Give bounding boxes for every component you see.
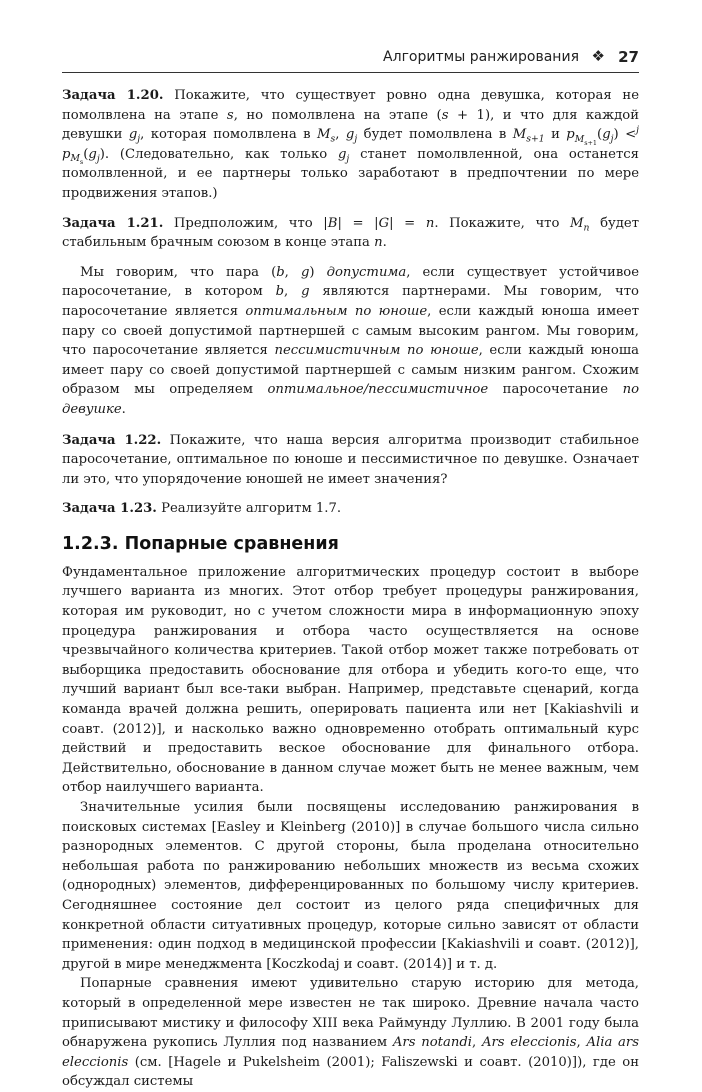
ornament-icon: ❖	[591, 47, 605, 65]
task-label: Задача 1.21.	[62, 215, 164, 231]
paragraph-admissible-pair: Мы говорим, что пара (b, g) допустима, если существует устойчивое паросочетание, в котором b, g являются партнерами. Мы говорим, что паросочетание является оптимальным по юноше, если каждый юноша имеет пару со своей допустимой партнершей с самым высоким рангом. Мы говорим, что паросочетание является пессимистичным по юноше, если каждый юноша имеет пару со своей допустимой партнершей с самым низким рангом. Схожим образом мы определяем оптимальное/пессимистичное паросочетание по девушке.	[62, 264, 640, 417]
task-1-21: Задача 1.21. Предположим, что |B| = |G| = n. Покажите, что $M_n$ будет стабильным брачным союзом в конце этапа n.	[62, 215, 639, 251]
task-1-22: Задача 1.22. Покажите, что наша версия алгоритма производит стабильное паросочетание, оптимальное по юноше и пессимистичное по девушке. Означает ли это, что упорядочение юношей не имеет значения?	[62, 432, 639, 487]
page-content	[62, 86, 639, 1092]
task-label: Задача 1.22.	[62, 432, 162, 448]
task-label: Задача 1.20.	[62, 88, 164, 103]
header-divider	[62, 72, 639, 73]
running-title: Алгоритмы ранжирования	[383, 49, 579, 65]
task-1-23: Задача 1.23. Реализуйте алгоритм 1.7.	[62, 501, 342, 517]
task-1-20: Задача 1.20. Покажите, что существует ровно одна девушка, которая не помолвлена на этапе s, но помолвлена на этапе (s + 1), и что для каждой девушки $g_j$, которая помолвлена в $M_s$, $g_j$ будет помолвлена в $M_{s+1}$ и $p_{M_{s+1}}(g_j) <^j$ $p_{M_s}(g_j)$. (Следовательно, как только $g_j$ станет помолвленной, она останется помолвленной, и ее партнеры только заработают в предпочтении по мере продвижения этапов.)	[62, 88, 640, 201]
page-number: 27	[618, 48, 639, 66]
section-heading: 1.2.3. Попарные сравнения	[62, 533, 339, 554]
body-paragraph: Значительные усилия были посвящены исследованию ранжирования в поисковых системах [Easley и Kleinberg (2010)] в случае большого числа сильно разнородных элементов. С другой стороны, была проделана относительно небольшая работа по ранжированию небольших множеств из весьма схожих (однородных) элементов, дифференцированных по большому числу критериев. Сегодняшнее состояние дел состоит из целого ряда специфичных для конкретной области ситуативных процедур, которые сильно зависят от области применения: один подход в медицинской профессии [Kakiashvili и соавт. (2012)], другой в мире менеджмента [Koczkodaj и соавт. (2014)] и т. д.	[62, 800, 639, 972]
task-label: Задача 1.23.	[62, 501, 157, 517]
body-paragraph: Фундаментальное приложение алгоритмических процедур состоит в выборе лучшего варианта из многих. Этот отбор требует процедуры ранжирования, которая им руководит, но с учетом сложности мира в информационную эпоху процедура ранжирования и отбора часто осуществляется на основе чрезвычайного количества критериев. Такой отбор может также потребовать от выборщика предоставить обоснование для отбора и убедить кого-то еще, что лучший вариант был все-таки выбран. Например, представьте сценарий, когда команда врачей должна решить, оперировать пациента или нет [Kakiashvili и соавт. (2012)], и насколько важно одновременно отобрать оптимальный курс действий и предоставить веское обоснование для финального отбора. Действительно, обоснование в данном случае может быть не менее важным, чем отбор наилучшего варианта.	[62, 564, 639, 796]
body-paragraph: Попарные сравнения имеют удивительно старую историю для метода, который в определенной мере известен не так широко. Древние начала часто приписывают мистику и философу XIII века Раймунду Луллию. В 2001 году была обнаружена рукопись Луллия под названием Ars notandi, Ars eleccionis, Alia ars eleccionis (см. [Hagele и Pukelsheim (2001); Faliszewski и соавт. (2010)]), где он обсуждал системы	[62, 976, 639, 1090]
running-header	[62, 48, 639, 70]
